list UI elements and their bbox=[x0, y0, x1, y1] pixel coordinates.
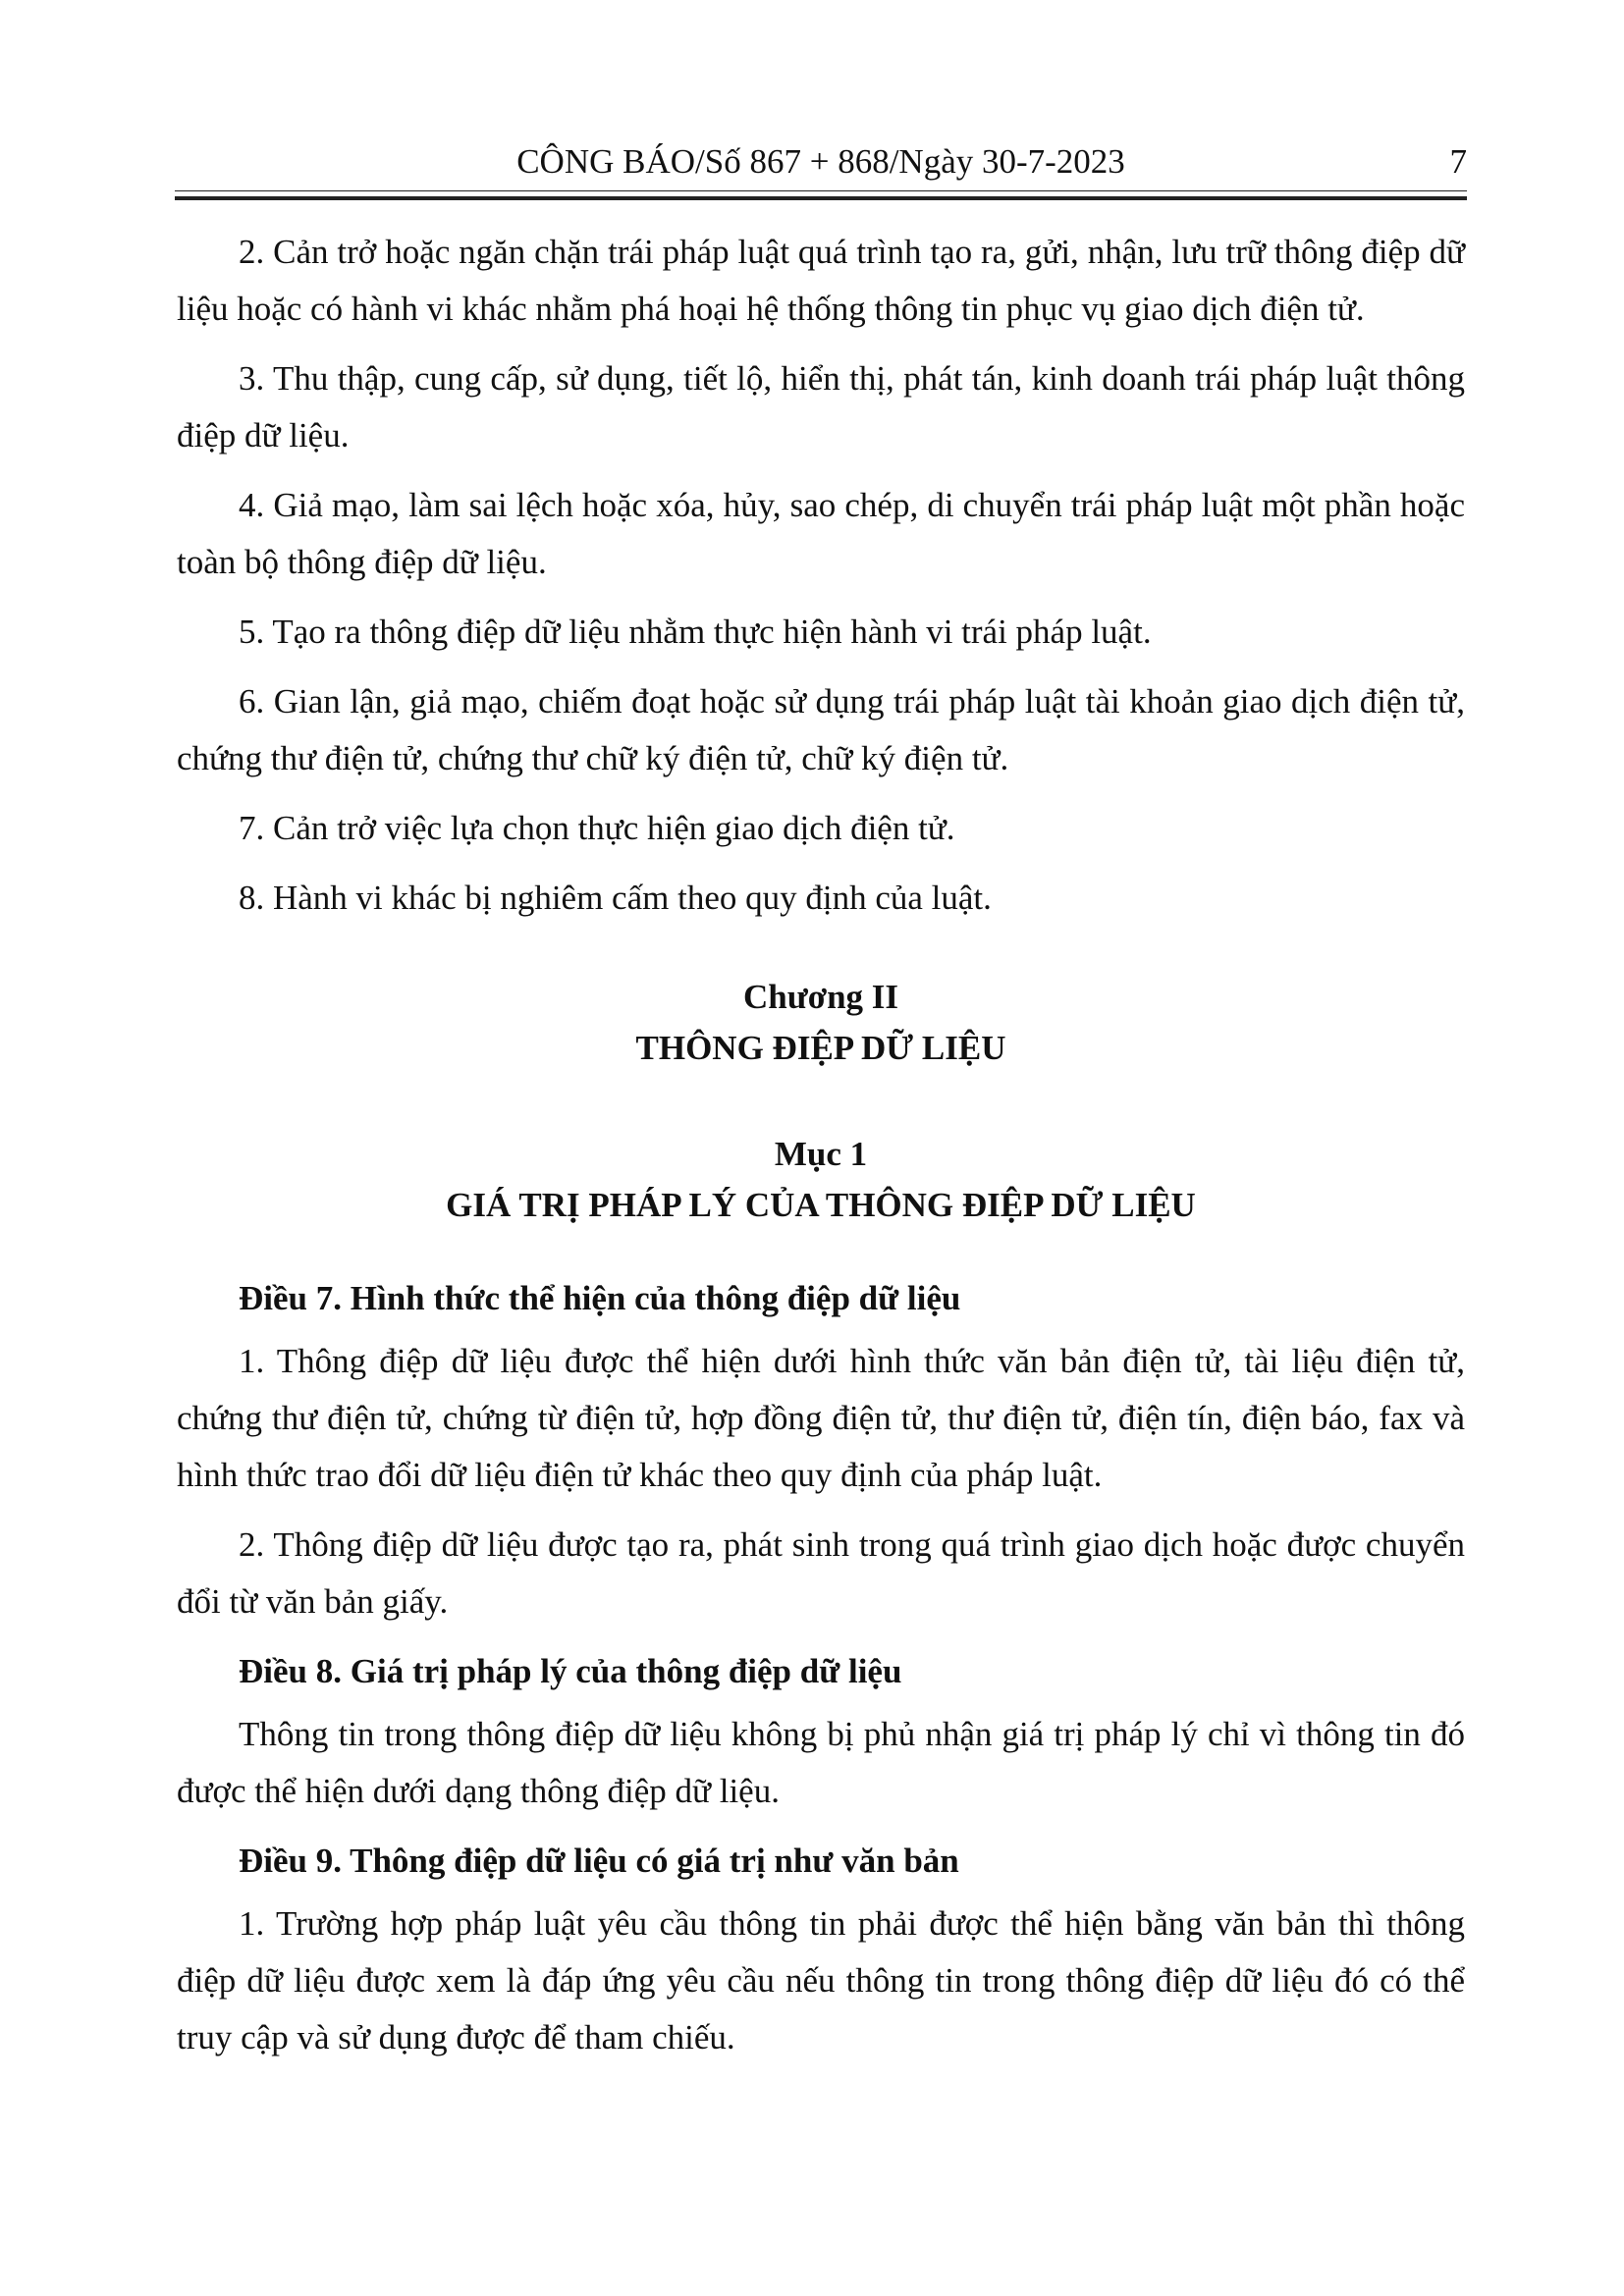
article-title-7: Điều 7. Hình thức thể hiện của thông điệp dữ liệu bbox=[239, 1279, 961, 1317]
list-item: 4. Giả mạo, làm sai lệch hoặc xóa, hủy, sao chép, di chuyển trái pháp luật một phần hoặc toàn bộ thông điệp dữ liệu. bbox=[177, 486, 1465, 581]
section-heading bbox=[177, 1129, 1465, 1231]
list-item: 7. Cản trở việc lựa chọn thực hiện giao dịch điện tử. bbox=[239, 809, 955, 847]
document-body bbox=[177, 224, 1465, 2079]
chapter-heading bbox=[177, 972, 1465, 1074]
list-item: 3. Thu thập, cung cấp, sử dụng, tiết lộ, hiển thị, phát tán, kinh doanh trái pháp luật thông điệp dữ liệu. bbox=[177, 359, 1465, 454]
article-8-paragraph: Thông tin trong thông điệp dữ liệu không bị phủ nhận giá trị pháp lý chỉ vì thông tin đó được thể hiện dưới dạng thông điệp dữ liệu. bbox=[177, 1715, 1465, 1810]
list-item: 8. Hành vi khác bị nghiêm cấm theo quy định của luật. bbox=[239, 879, 992, 917]
article-7-paragraph: 1. Thông điệp dữ liệu được thể hiện dưới hình thức văn bản điện tử, tài liệu điện tử, chứng thư điện tử, chứng từ điện tử, hợp đồng điện tử, thư điện tử, điện tín, điện báo, fax và hình thức trao đổi dữ liệu điện tử khác theo quy định của pháp luật. bbox=[177, 1342, 1465, 1494]
gazette-header-title: CÔNG BÁO/Số 867 + 868/Ngày 30-7-2023 bbox=[516, 142, 1125, 181]
list-item: 2. Cản trở hoặc ngăn chặn trái pháp luật quá trình tạo ra, gửi, nhận, lưu trữ thông điệp dữ liệu hoặc có hành vi khác nhằm phá hoại hệ thống thông tin phục vụ giao dịch điện tử. bbox=[177, 233, 1465, 328]
section-title: GIÁ TRỊ PHÁP LÝ CỦA THÔNG ĐIỆP DỮ LIỆU bbox=[446, 1186, 1196, 1224]
article-title-9: Điều 9. Thông điệp dữ liệu có giá trị như văn bản bbox=[239, 1842, 959, 1880]
section-label: Mục 1 bbox=[774, 1135, 868, 1173]
page-number: 7 bbox=[1449, 142, 1467, 181]
list-item: 6. Gian lận, giả mạo, chiếm đoạt hoặc sử dụng trái pháp luật tài khoản giao dịch điện tử, chứng thư điện tử, chứng thư chữ ký điện tử, chữ ký điện tử. bbox=[177, 682, 1465, 777]
header-divider-thick bbox=[175, 196, 1467, 200]
page-header bbox=[175, 137, 1467, 187]
chapter-label: Chương II bbox=[742, 978, 899, 1016]
article-title-8: Điều 8. Giá trị pháp lý của thông điệp dữ liệu bbox=[239, 1652, 902, 1690]
article-9-paragraph: 1. Trường hợp pháp luật yêu cầu thông tin phải được thể hiện bằng văn bản thì thông điệp dữ liệu được xem là đáp ứng yêu cầu nếu thông tin trong thông điệp dữ liệu đó có thể truy cập và sử dụng được để tham chiếu. bbox=[177, 1904, 1465, 2056]
article-7-paragraph: 2. Thông điệp dữ liệu được tạo ra, phát sinh trong quá trình giao dịch hoặc được chuyển đổi từ văn bản giấy. bbox=[177, 1525, 1465, 1621]
list-item: 5. Tạo ra thông điệp dữ liệu nhằm thực hiện hành vi trái pháp luật. bbox=[239, 613, 1152, 651]
chapter-title: THÔNG ĐIỆP DỮ LIỆU bbox=[635, 1029, 1006, 1067]
header-divider-thin bbox=[175, 190, 1467, 191]
